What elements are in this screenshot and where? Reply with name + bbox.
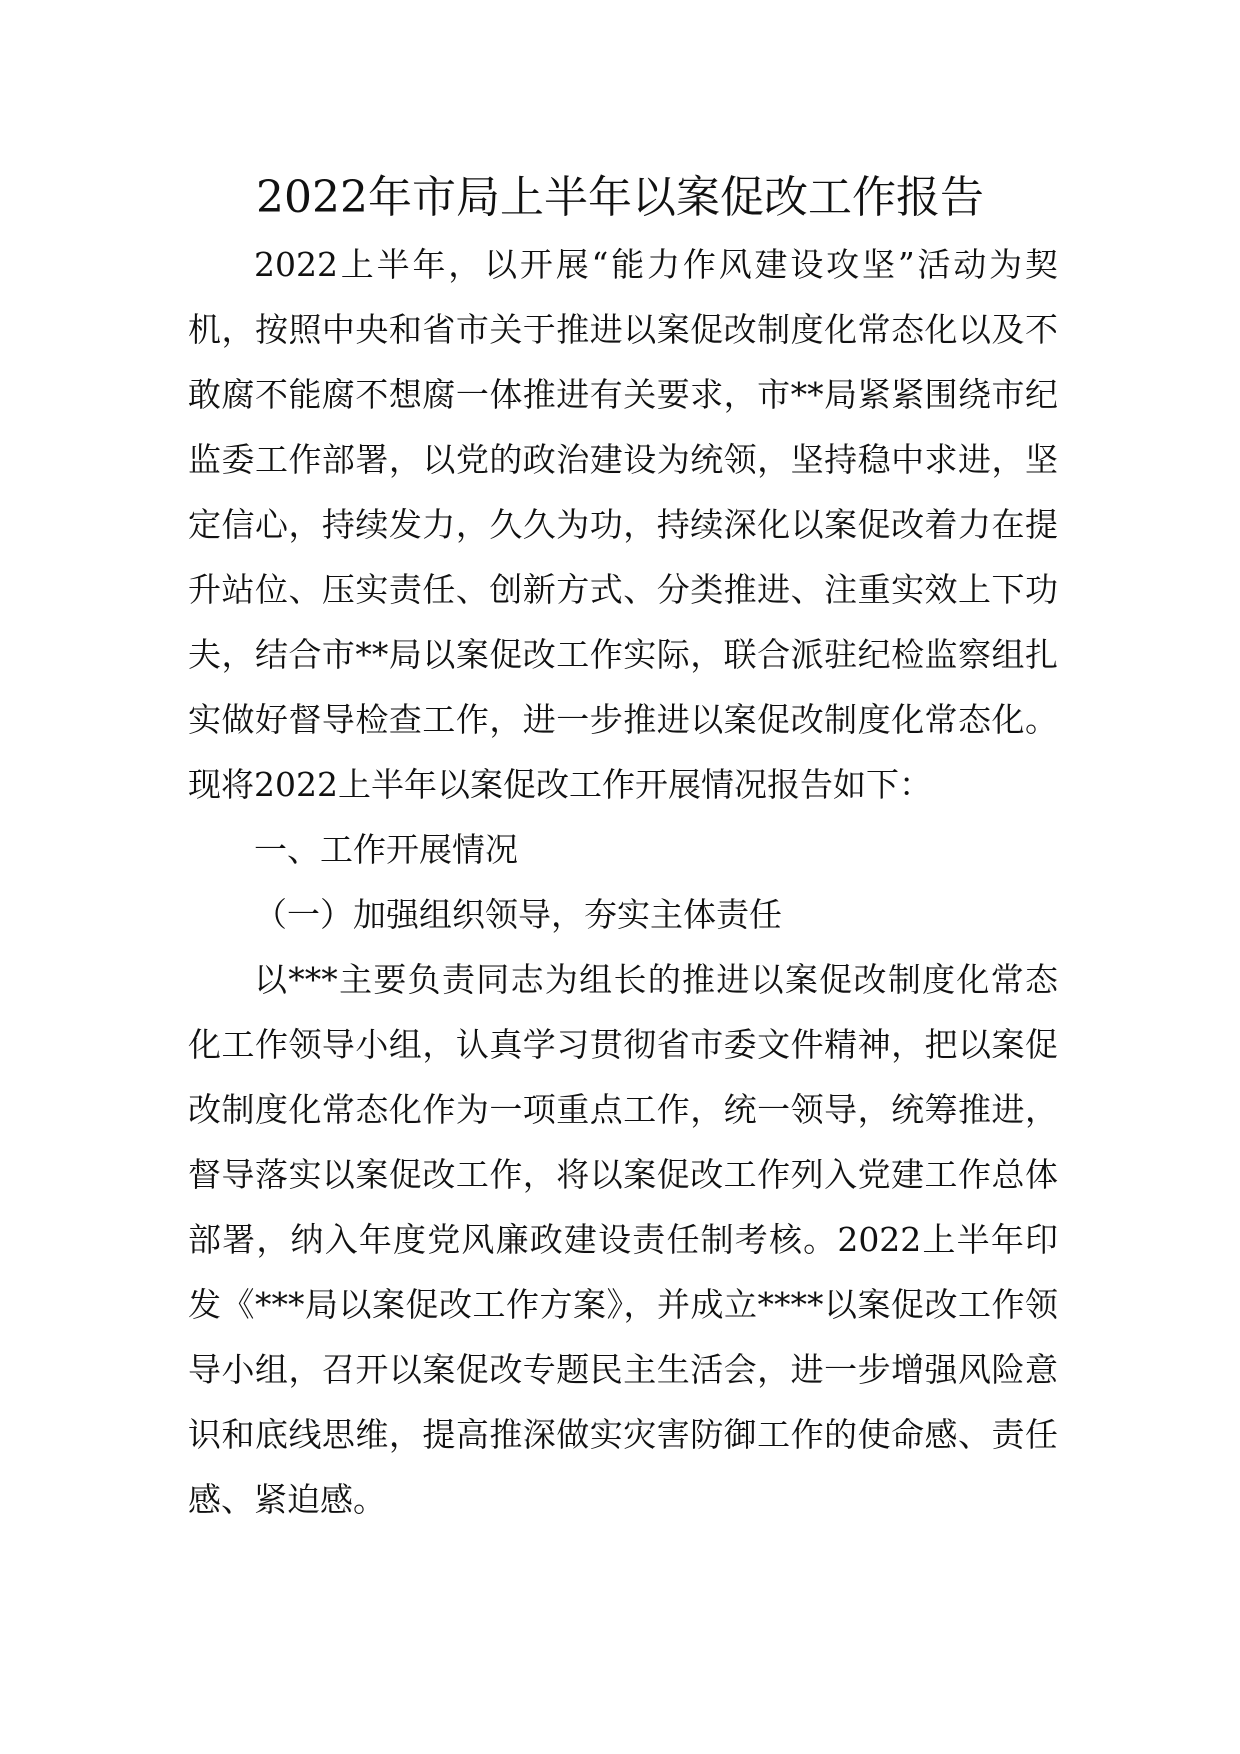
section-heading: 一、工作开展情况	[254, 830, 518, 869]
document-body	[188, 232, 1058, 1532]
document-title: 2022年市局上半年以案促改工作报告	[256, 172, 984, 223]
subsection-heading: （一）加强组织领导，夯实主体责任	[254, 895, 782, 934]
subsection-paragraph: 以***主要负责同志为组长的推进以案促改制度化常态化工作领导小组，认真学习贯彻省市委文件精神，把以案促改制度化常态化作为一项重点工作，统一领导，统筹推进，督导落实以案促改工作，将以案促改工作列入党建工作总体部署，纳入年度党风廉政建设责任制考核。2022上半年印发《***局以案促改工作方案》，并成立****以案促改工作领导小组，召开以案促改专题民主生活会，进一步增强风险意识和底线思维，提高推深做实灾害防御工作的使命感、责任感、紧迫感。	[188, 960, 1058, 1519]
intro-paragraph: 2022上半年，以开展“能力作风建设攻坚”活动为契机，按照中央和省市关于推进以案促改制度化常态化以及不敢腐不能腐不想腐一体推进有关要求，市**局紧紧围绕市纪监委工作部署，以党的政治建设为统领，坚持稳中求进，坚定信心，持续发力，久久为功，持续深化以案促改着力在提升站位、压实责任、创新方式、分类推进、注重实效上下功夫，结合市**局以案促改工作实际，联合派驻纪检监察组扎实做好督导检查工作，进一步推进以案促改制度化常态化。现将2022上半年以案促改工作开展情况报告如下：	[188, 245, 1058, 804]
